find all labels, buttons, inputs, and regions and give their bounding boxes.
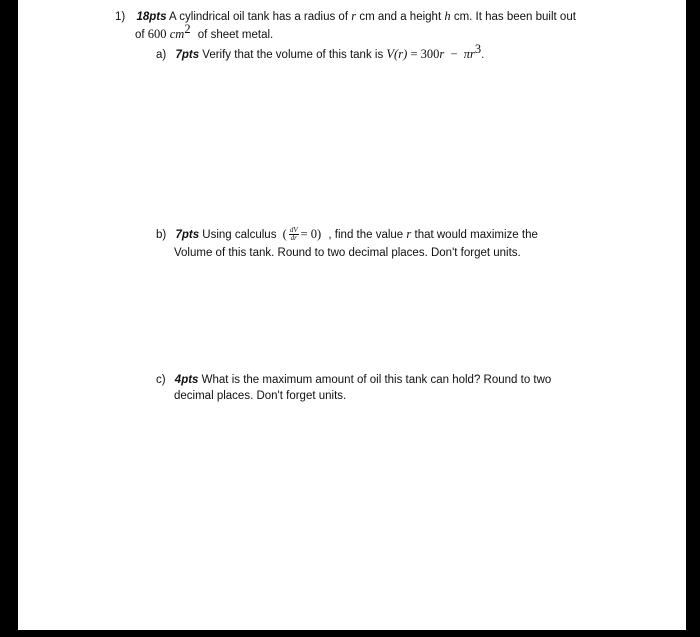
- worksheet-page: [18, 0, 686, 630]
- part-c-line-2: decimal places. Don't forget units.: [174, 390, 347, 402]
- part-b-line-1: [156, 227, 538, 242]
- part-c-line-1: [156, 373, 551, 387]
- area-unit: cm: [169, 27, 185, 41]
- formula-pi-r: πr: [463, 47, 475, 61]
- part-b-points: 7pts: [175, 229, 200, 241]
- part-c-points: 4pts: [174, 374, 199, 386]
- question-1-text-d: of: [135, 29, 145, 41]
- area-value: 600: [147, 27, 167, 41]
- question-1-points: 18pts: [136, 11, 167, 23]
- question-1-text-b: cm and a height: [359, 11, 442, 23]
- question-1-text-a: A cylindrical oil tank has a radius of: [169, 11, 349, 23]
- part-b-label: b): [156, 229, 167, 241]
- question-1-line-2: [135, 22, 274, 42]
- part-a-label: a): [156, 49, 167, 61]
- formula-exponent: 3: [474, 42, 482, 56]
- formula-minus: −: [450, 47, 458, 61]
- part-b-line-2: Volume of this tank. Round to two decimal places. Don't forget units.: [174, 247, 521, 259]
- area-exponent: 2: [184, 22, 191, 36]
- derivative-fraction: [289, 227, 299, 242]
- question-1-text-e: of sheet metal.: [197, 29, 274, 41]
- part-b-text-a: Using calculus: [202, 229, 277, 241]
- part-a-line: [156, 42, 485, 62]
- variable-h: h: [444, 9, 451, 23]
- equals-zero: = 0): [300, 227, 322, 241]
- formula-r: r: [439, 47, 445, 61]
- formula-lhs: V(r): [386, 47, 408, 61]
- part-c-text: What is the maximum amount of oil this tank can hold? Round to two: [201, 374, 552, 386]
- question-1-text-c: cm. It has been built out: [453, 11, 576, 23]
- fraction-denominator: dr: [290, 234, 297, 243]
- part-c-label: c): [156, 374, 166, 386]
- fraction-numerator: dV: [289, 226, 298, 235]
- paren-open: (: [282, 227, 287, 241]
- variable-r: r: [351, 9, 357, 23]
- formula-equals: = 300: [410, 47, 440, 61]
- part-b-text-c: that would maximize the: [414, 229, 538, 241]
- formula-period: .: [481, 49, 485, 61]
- question-1-number: 1): [115, 11, 126, 23]
- part-a-text: Verify that the volume of this tank is: [202, 49, 384, 61]
- part-a-points: 7pts: [175, 49, 200, 61]
- variable-r-b: r: [406, 227, 412, 241]
- part-b-text-b: , find the value: [328, 229, 404, 241]
